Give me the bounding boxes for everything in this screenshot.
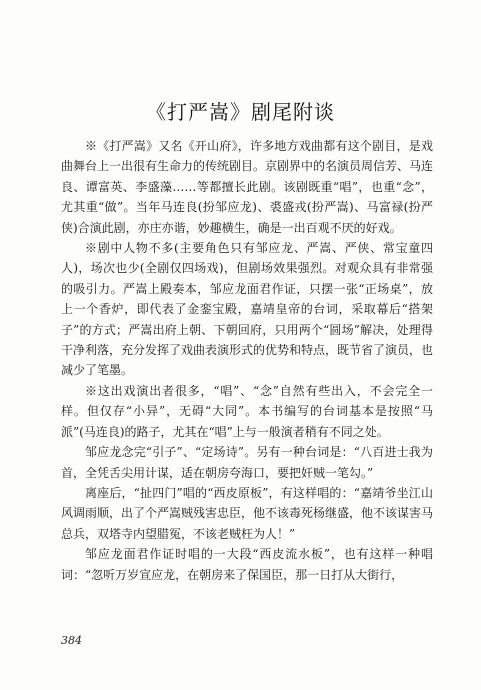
paragraph: ※剧中人物不多(主要角色只有邹应龙、严嵩、严侠、常宝童四人)，场次也少(全剧仅四场戏)，但剧场效果强烈。对观众具有非常强的吸引力。严嵩上殿奏本，邹应龙面君作证，只摆一张“正场桌”，放上一个香炉，即代表了金銮宝殿，嘉靖皇帝的台词，采取幕后“搭架子”的方式；严嵩出府上朝、下朝回府，只用两个“圆场”解决，处理得干净利落，充分发挥了戏曲表演形式的优势和特点，既节省了演员，也减少了笔墨。 <box>61 241 434 378</box>
paragraph: ※《打严嵩》又名《开山府》，许多地方戏曲都有这个剧目，是戏曲舞台上一出很有生命力的传统剧目。京剧界中的名演员周信芳、马连良、谭富英、李盛藻……等都擅长此剧。该剧既重“唱”，也重“念”，尤其重“做”。当年马连良(扮邹应龙)、裘盛戎(扮严嵩)、马富禄(扮严侠)合演此剧，亦庄亦谐，妙趣横生，确是一出百观不厌的好戏。 <box>61 139 434 235</box>
page-number: 384 <box>61 634 82 647</box>
paragraph: 邹应龙面君作证时唱的一大段“西皮流水板”，也有这样一种唱词：“忽听万岁宣应龙，在朝房来了保国臣，那一日打从大街行， <box>61 547 433 582</box>
paragraph: 邹应龙念完“引子”、“定场诗”。另有一种台词是：“八百进士我为首，全凭舌尖用计谋，适在朝房夸海口，要把奸贼一笔勾。” <box>61 445 433 480</box>
paragraph: ※这出戏演出者很多，“唱”、“念”自然有些出入，不会完全一样。但仅存“小异”，无碍“大同”。本书编写的台词基本是按照“马派”(马连良)的路子，尤其在“唱”上与一般演者稍有不同之处。 <box>61 383 433 439</box>
paragraph: 离座后，“扯四门”唱的“西皮原板”，有这样唱的：“嘉靖爷坐江山风调雨顺，出了个严嵩贼残害忠臣，他不该毒死杨继盛，他不该谋害马总兵，双塔寺内望腊冤，不该老贼枉为人！” <box>61 485 434 541</box>
body-text <box>61 136 433 585</box>
page-title: 《打严嵩》剧尾附谈 <box>146 100 335 124</box>
